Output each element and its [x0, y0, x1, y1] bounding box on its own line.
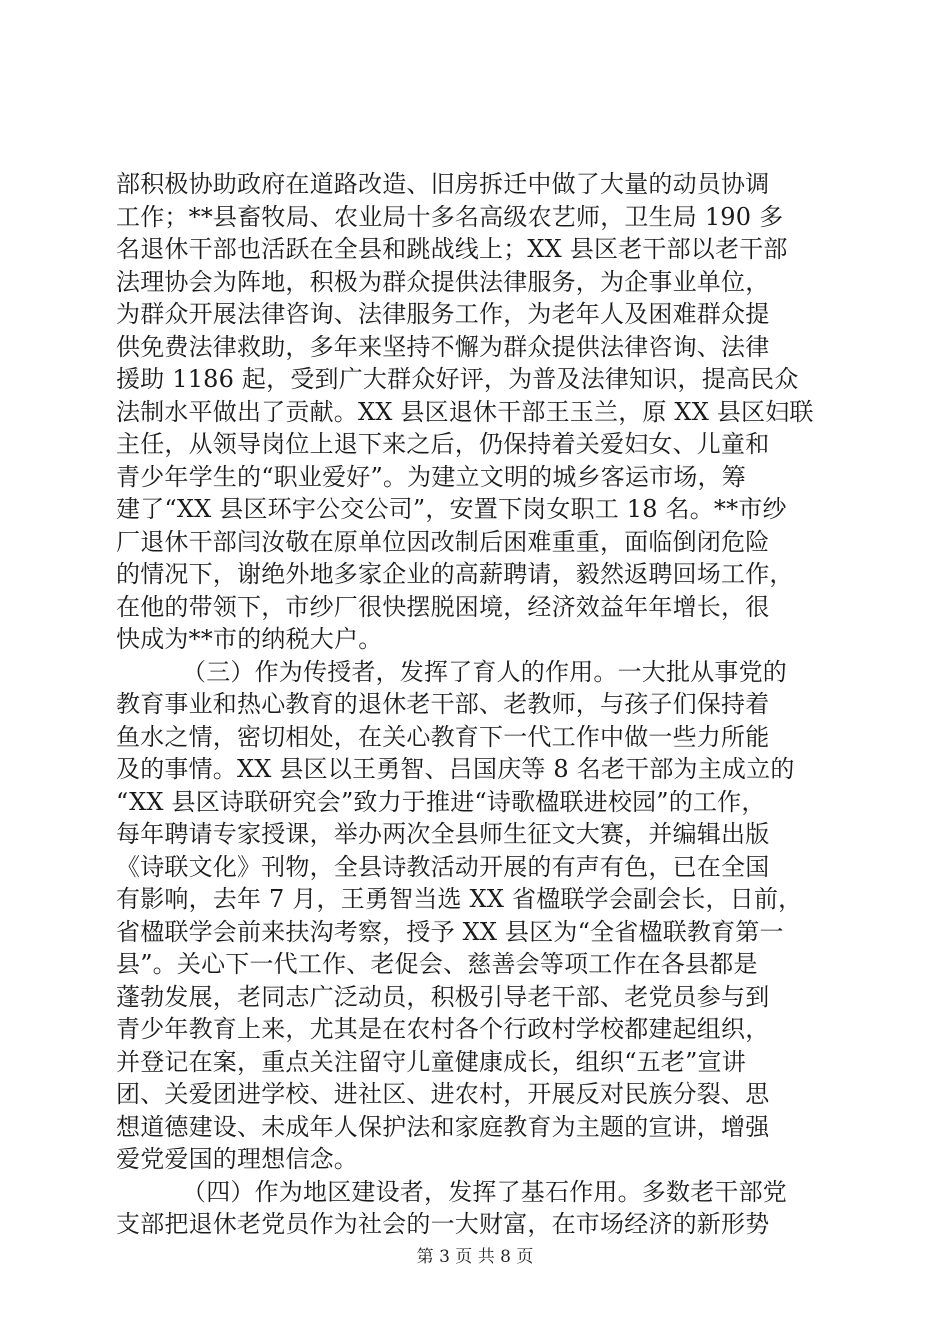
text-line: 省楹联学会前来扶沟考察，授予 XX 县区为“全省楹联教育第一 — [116, 917, 784, 946]
text-line: 主任，从领导岗位上退下来之后，仍保持着关爱妇女、儿童和 — [116, 430, 770, 458]
text-line: 为群众开展法律咨询、法律服务工作，为老年人及困难群众提 — [116, 300, 770, 328]
text-line: 鱼水之情，密切相处，在关心教育下一代工作中做一些力所能 — [116, 722, 770, 751]
text-line: 支部把退休老党员作为社会的一大财富，在市场经济的新形势 — [116, 1210, 770, 1238]
text-line: 的情况下，谢绝外地多家企业的高薪聘请，毅然返聘回场工作， — [116, 560, 794, 588]
text-line: 蓬勃发展，老同志广泛动员，积极引导老干部、老党员参与到 — [116, 982, 770, 1011]
text-line: 爱党爱国的理想信念。 — [116, 1145, 358, 1173]
text-line: 团、关爱团进学校、进社区、进农村，开展反对民族分裂、思 — [116, 1080, 770, 1108]
text-line: 法制水平做出了贡献。XX 县区退休干部王玉兰，原 XX 县区妇联 — [116, 397, 814, 426]
text-line: 每年聘请专家授课，举办两次全县师生征文大赛，并编辑出版 — [116, 820, 770, 848]
page-number-footer: 第 3 页 共 8 页 — [416, 1247, 534, 1267]
section-heading-line: （三）作为传授者，发挥了育人的作用。一大批从事党的 — [182, 657, 787, 686]
text-line: 援助 1186 起，受到广大群众好评，为普及法律知识，提高民众 — [116, 365, 799, 393]
text-line: 并登记在案，重点关注留守儿童健康成长，组织“五老”宣讲 — [116, 1047, 746, 1076]
text-line: 青少年学生的“职业爱好”。为建立文明的城乡客运市场，筹 — [116, 462, 746, 491]
text-line: 供免费法律救助，多年来坚持不懈为群众提供法律咨询、法律 — [116, 332, 770, 361]
body-text — [116, 168, 846, 1241]
text-line: 在他的带领下，市纱厂很快摆脱困境，经济效益年年增长，很 — [116, 592, 770, 621]
text-line: 及的事情。XX 县区以王勇智、吕国庆等 8 名老干部为主成立的 — [116, 755, 795, 783]
text-line: 工作；**县畜牧局、农业局十多名高级农艺师，卫生局 190 多 — [116, 202, 784, 231]
section-heading-line: （四）作为地区建设者，发挥了基石作用。多数老干部党 — [182, 1177, 787, 1206]
text-line: 厂退休干部闫汝敬在原单位因改制后困难重重，面临倒闭危险 — [116, 527, 770, 556]
text-line: 名退休干部也活跃在全县和跳战线上；XX 县区老干部以老干部 — [116, 235, 788, 263]
text-line: 想道德建设、未成年人保护法和家庭教育为主题的宣讲，增强 — [116, 1112, 770, 1141]
text-line: 快成为**市的纳税大户。 — [116, 625, 383, 653]
text-line: 建了“XX 县区环宇公交公司”，安置下岗女职工 18 名。**市纱 — [116, 495, 787, 523]
text-line: 《诗联文化》刊物，全县诗教活动开展的有声有色，已在全国 — [116, 852, 770, 881]
text-line: 有影响，去年 7 月，王勇智当选 XX 省楹联学会副会长，日前， — [116, 885, 803, 913]
text-line: “XX 县区诗联研究会”致力于推进“诗歌楹联进校园”的工作， — [116, 787, 766, 816]
text-line: 教育事业和热心教育的退休老干部、老教师，与孩子们保持着 — [116, 690, 770, 718]
text-line: 部积极协助政府在道路改造、旧房拆迁中做了大量的动员协调 — [116, 170, 770, 198]
text-line: 青少年教育上来，尤其是在农村各个行政村学校都建起组织， — [116, 1015, 770, 1043]
text-line: 法理协会为阵地，积极为群众提供法律服务，为企事业单位， — [116, 267, 770, 296]
text-line: 县”。关心下一代工作、老促会、慈善会等项工作在各县都是 — [116, 950, 758, 978]
